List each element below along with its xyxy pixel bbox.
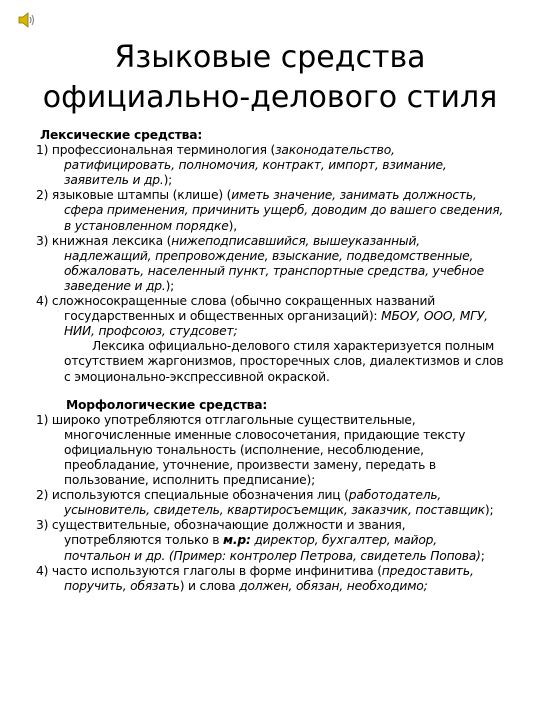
lexical-item-2-text: 2) языковые штампы (клише) ( [36, 188, 232, 203]
lexical-item-3 [36, 234, 506, 294]
lexical-item-2-examples: иметь значение, занимать должность, сфера применения, причинить ущерб, доводим до вашего сведения, в установленном порядке [64, 188, 504, 233]
lexical-heading: Лексические средства: [40, 128, 203, 142]
morph-item-3-gender: м.р: [223, 533, 251, 548]
lexical-item-3-end: ); [165, 278, 175, 293]
morph-item-2-text: 2) используются специальные обозначения лиц ( [36, 488, 349, 503]
lexical-item-4-examples: МБОУ, ООО, МГУ, НИИ, профсоюз, студсовет; [64, 309, 488, 339]
slide-body [36, 128, 506, 594]
speaker-icon[interactable] [18, 10, 36, 30]
slide-title [0, 38, 540, 118]
morph-item-3-text: 3) существительные, обозначающие должности и звания, употребляются только в [36, 518, 406, 548]
morph-item-3-examples: директор, бухгалтер, майор, почтальон и др. (Пример: контролер Петрова, свидетель Попова) [64, 533, 481, 563]
morph-item-2 [36, 488, 506, 518]
title-line-1: Языковые средства [114, 40, 426, 75]
morph-item-1: 1) широко употребляются отглагольные существительные, многочисленные именные словосочетания, придающие тексту официальную тональность (исполнение, несоблюдение, преобладание, уточнение, произвести замену, передать в пользование, исполнить предписание); [36, 412, 466, 488]
title-line-2: официально-делового стиля [42, 80, 498, 115]
morph-item-4-words: должен, обязан, необходимо; [239, 578, 428, 593]
lexical-item-1-text: 1) профессиональная терминология ( [36, 143, 276, 158]
morph-item-4-examples: предоставить, поручить, обязать [64, 563, 474, 593]
lexical-item-4 [36, 294, 506, 339]
morph-heading: Морфологические средства: [66, 397, 268, 412]
lexical-item-2 [36, 188, 506, 233]
morph-item-4 [36, 564, 506, 594]
morph-item-3-end: ; [480, 548, 485, 563]
lexical-item-3-examples: нижеподписавшийся, вышеуказанный, надлежащий, препровождение, взыскание, подведомственные, обжаловать, населенный пункт, транспортные средства, учебное заведение и др. [64, 233, 484, 293]
lexical-summary: Лексика официально-делового стиля характеризуется полным отсутствием жаргонизмов, просторечных слов, диалектизмов и слов с эмоционально-экспрессивной окраской. [64, 339, 504, 384]
lexical-item-4-text: 4) сложносокращенные слова (обычно сокращенных названий государственных и общественных организаций): [36, 294, 436, 324]
morph-item-2-examples: работодатель, усыновитель, свидетель, квартиросъемщик, заказчик, поставщик [64, 488, 485, 518]
morph-item-2-end: ); [484, 503, 494, 518]
lexical-item-3-text: 3) книжная лексика ( [36, 233, 172, 248]
lexical-item-1 [36, 143, 506, 188]
lexical-item-2-end: ), [228, 218, 237, 233]
morph-item-4-text: 4) часто используются глаголы в форме инфинитива ( [36, 563, 382, 578]
morph-item-3 [36, 518, 506, 563]
morph-item-4-mid: ) и слова [179, 578, 240, 593]
lexical-item-1-examples: законодательство, ратифицировать, полномочия, контракт, импорт, взимание, заявитель и др. [64, 143, 447, 188]
lexical-item-1-end: ); [163, 173, 173, 188]
